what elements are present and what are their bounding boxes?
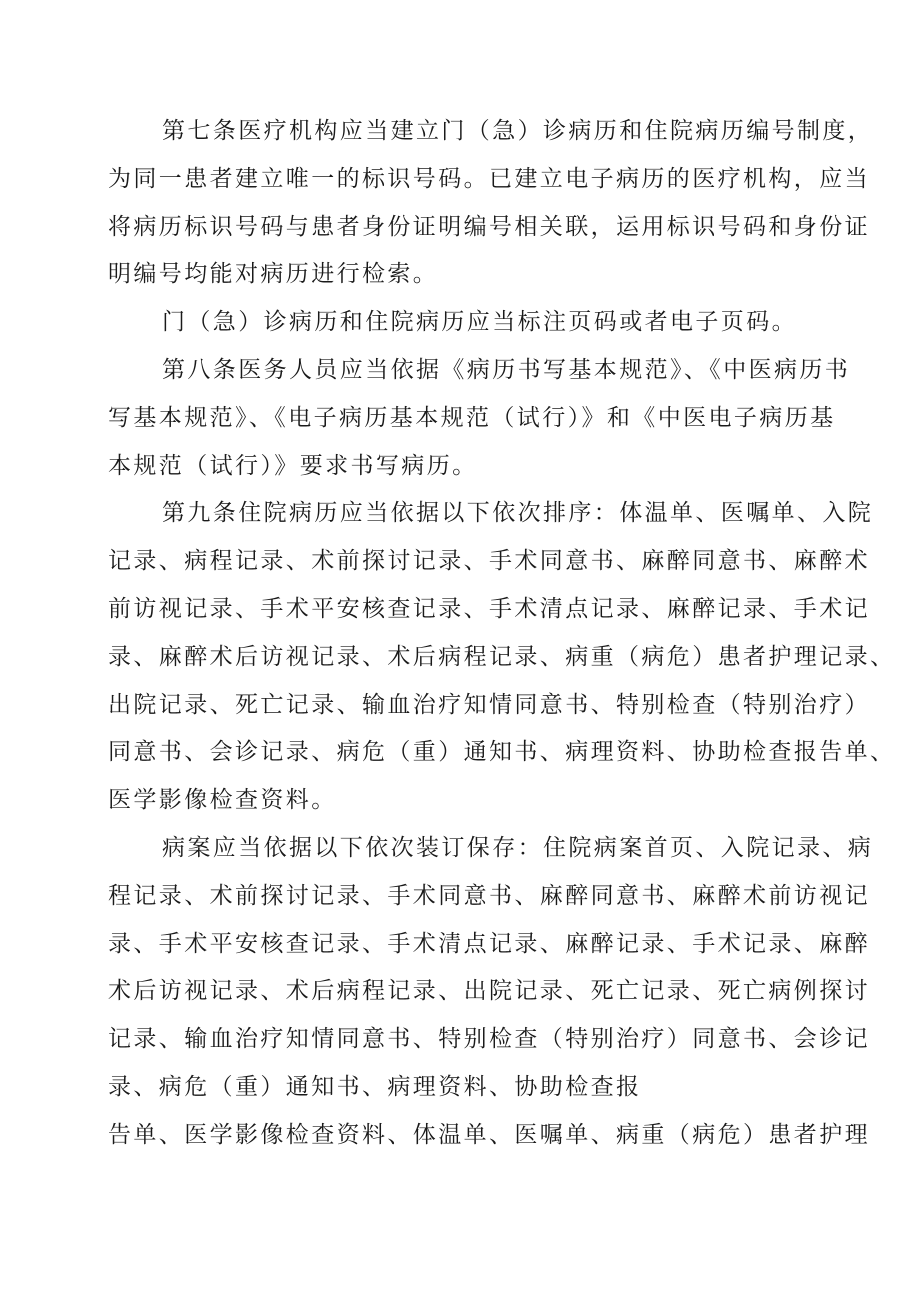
text-line: 医学影像检查资料。 xyxy=(108,787,337,814)
text-line: 记录、输血治疗知情同意书、特别检查（特别治疗）同意书、会诊记 xyxy=(108,1026,870,1053)
text-line: 本规范（试行）》要求书写病历。 xyxy=(108,452,478,479)
text-line: 前访视记录、手术平安核查记录、手术清点记录、麻醉记录、手术记 xyxy=(108,595,870,622)
text-line: 录、病危（重）通知书、病理资料、协助检查报 xyxy=(108,1073,642,1100)
text-line: 术后访视记录、术后病程记录、出院记录、死亡记录、死亡病例探讨 xyxy=(108,978,870,1005)
text-line: 告单、医学影像检查资料、体温单、医嘱单、病重（病危）患者护理 xyxy=(108,1121,870,1148)
text-line: 明编号均能对病历进行检索。 xyxy=(108,261,439,288)
text-line: 第八条医务人员应当依据《病历书写基本规范》、《中医病历书 xyxy=(162,356,851,383)
text-line: 录、麻醉术后访视记录、术后病程记录、病重（病危）患者护理记录、 xyxy=(108,643,896,670)
text-line: 第七条医疗机构应当建立门（急）诊病历和住院病历编号制度， xyxy=(162,118,874,144)
text-line: 病案应当依据以下依次装订保存：住院病案首页、入院记录、病 xyxy=(162,834,874,861)
text-line: 门（急）诊病历和住院病历应当标注页码或者电子页码。 xyxy=(162,309,797,336)
text-line: 为同一患者建立唯一的标识号码。已建立电子病历的医疗机构，应当 xyxy=(108,165,870,192)
text-line: 写基本规范》、《电子病历基本规范（试行）》和《中医电子病历基 xyxy=(108,404,836,431)
document-body xyxy=(108,108,896,1160)
text-line: 程记录、术前探讨记录、手术同意书、麻醉同意书、麻醉术前访视记 xyxy=(108,882,870,909)
text-line: 录、手术平安核查记录、手术清点记录、麻醉记录、手术记录、麻醉 xyxy=(108,930,870,957)
text-line: 将病历标识号码与患者身份证明编号相关联，运用标识号码和身份证 xyxy=(108,213,870,240)
text-line: 出院记录、死亡记录、输血治疗知情同意书、特别检查（特别治疗） xyxy=(108,691,870,718)
text-line: 第九条住院病历应当依据以下依次排序：体温单、医嘱单、入院 xyxy=(162,500,874,527)
text-line: 同意书、会诊记录、病危（重）通知书、病理资料、协助检查报告单、 xyxy=(108,739,896,766)
text-line: 记录、病程记录、术前探讨记录、手术同意书、麻醉同意书、麻醉术 xyxy=(108,548,870,575)
